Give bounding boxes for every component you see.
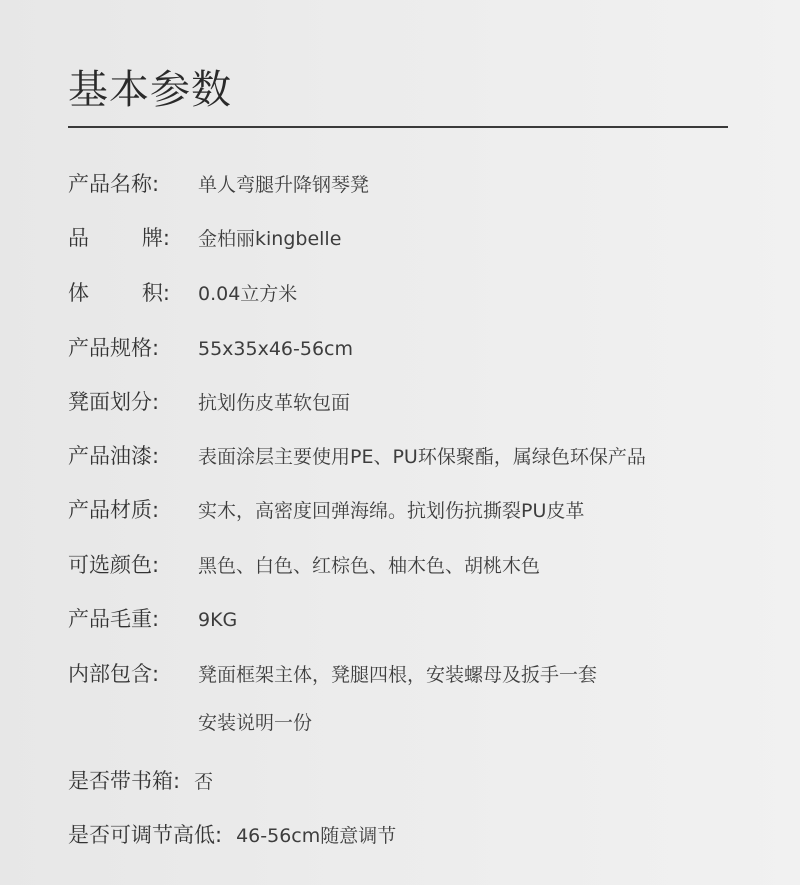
spec-value: 55x35x46-56cm <box>198 338 354 360</box>
spec-row-volume <box>68 277 297 307</box>
spec-label: 产品油漆: <box>68 444 160 468</box>
spec-row-weight <box>68 603 237 633</box>
spec-label <box>68 277 170 307</box>
spec-label-right: 牌: <box>141 226 170 250</box>
spec-value: 表面涂层主要使用PE、PU环保聚酯，属绿色环保产品 <box>198 446 646 468</box>
spec-label: 产品材质: <box>68 498 160 522</box>
spec-value: 凳面框架主体，凳腿四根，安装螺母及扳手一套 <box>198 664 598 686</box>
spec-row-seat <box>68 386 350 416</box>
spec-label-right: 积: <box>141 281 170 305</box>
spec-row-material <box>68 494 584 524</box>
spec-value: 46-56cm随意调节 <box>236 825 397 847</box>
spec-label: 内部包含: <box>68 662 160 686</box>
spec-value: 实木，高密度回弹海绵。抗划伤抗撕裂PU皮革 <box>198 500 585 522</box>
spec-row-size <box>68 332 353 362</box>
spec-row-name <box>68 168 369 198</box>
spec-value: 否 <box>194 771 214 793</box>
spec-label: 凳面划分: <box>68 390 160 414</box>
spec-label: 产品毛重: <box>68 607 160 631</box>
spec-label-left: 品 <box>68 226 89 250</box>
spec-label <box>68 222 170 252</box>
spec-row-colors <box>68 549 540 579</box>
spec-value: 9KG <box>198 609 238 631</box>
spec-value: 0.04立方米 <box>198 283 298 305</box>
spec-row-contents <box>68 658 597 688</box>
spec-row-paint <box>68 440 646 470</box>
spec-row-contents-cont <box>198 708 312 735</box>
spec-label: 产品规格: <box>68 336 160 360</box>
spec-value: 单人弯腿升降钢琴凳 <box>198 174 370 196</box>
spec-value: 安装说明一份 <box>198 712 313 734</box>
spec-value: 黑色、白色、红棕色、柚木色、胡桃木色 <box>198 555 541 577</box>
spec-label: 可选颜色: <box>68 553 160 577</box>
spec-label: 产品名称: <box>68 172 160 196</box>
title-divider <box>68 126 728 128</box>
spec-label: 是否带书箱: <box>68 769 181 793</box>
spec-row-height-adjust <box>68 819 396 849</box>
spec-row-brand <box>68 222 341 252</box>
spec-row-bookbox <box>68 765 213 795</box>
spec-label: 是否可调节高低: <box>68 823 223 847</box>
spec-value: 抗划伤皮革软包面 <box>198 392 351 414</box>
spec-value: 金柏丽kingbelle <box>198 228 342 250</box>
spec-label-left: 体 <box>68 281 89 305</box>
page-title: 基本参数 <box>68 67 232 113</box>
